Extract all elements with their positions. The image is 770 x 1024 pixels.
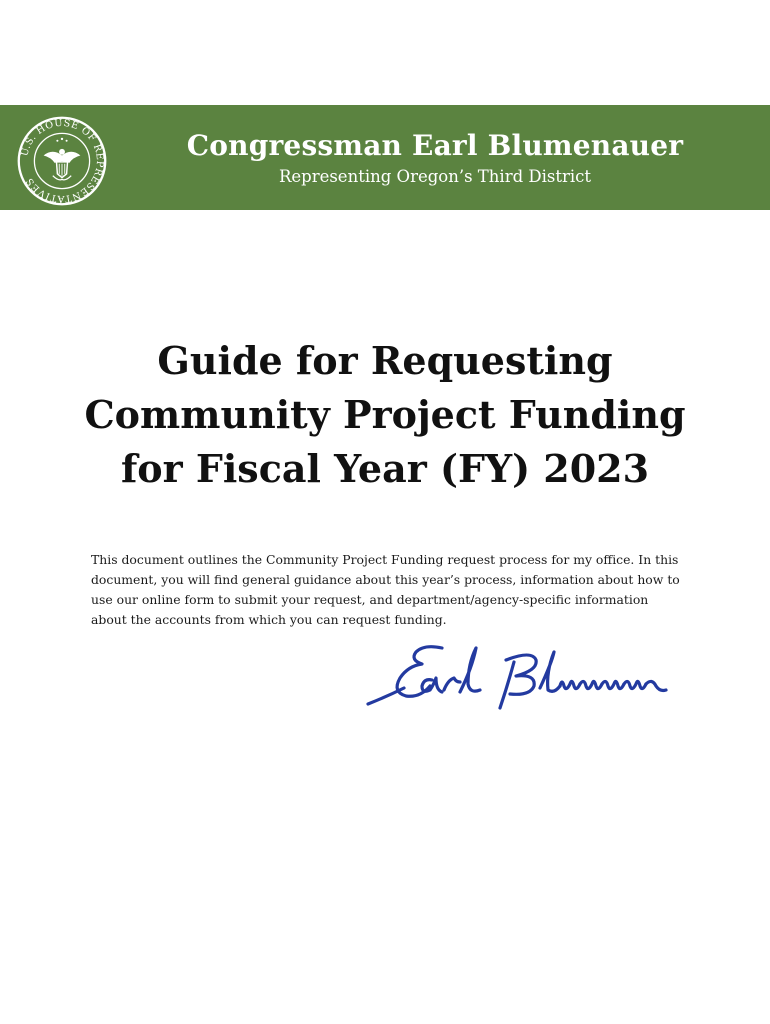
congressman-name: Congressman Earl Blumenauer [186, 129, 684, 162]
title-line-3: for Fiscal Year (FY) 2023 [120, 446, 650, 491]
house-seal-icon [16, 115, 108, 207]
header-banner [0, 105, 770, 210]
signature-image [364, 638, 670, 718]
title-line-2: Community Project Funding [84, 392, 686, 437]
document-title [40, 334, 730, 496]
title-line-1: Guide for Requesting [157, 338, 613, 383]
district-subtitle: Representing Oregon’s Third District [278, 167, 592, 186]
intro-paragraph: This document outlines the Community Project Funding request process for my office. In this document, you will find general guidance about this year’s process, information about how to use our online form to submit your request, and department/agency-specific information about the accounts from which you can request funding. [91, 552, 680, 627]
svg-text:U.S. HOUSE OF REPRESENTATIVES: U.S. HOUSE OF REPRESENTATIVES [19, 117, 106, 205]
